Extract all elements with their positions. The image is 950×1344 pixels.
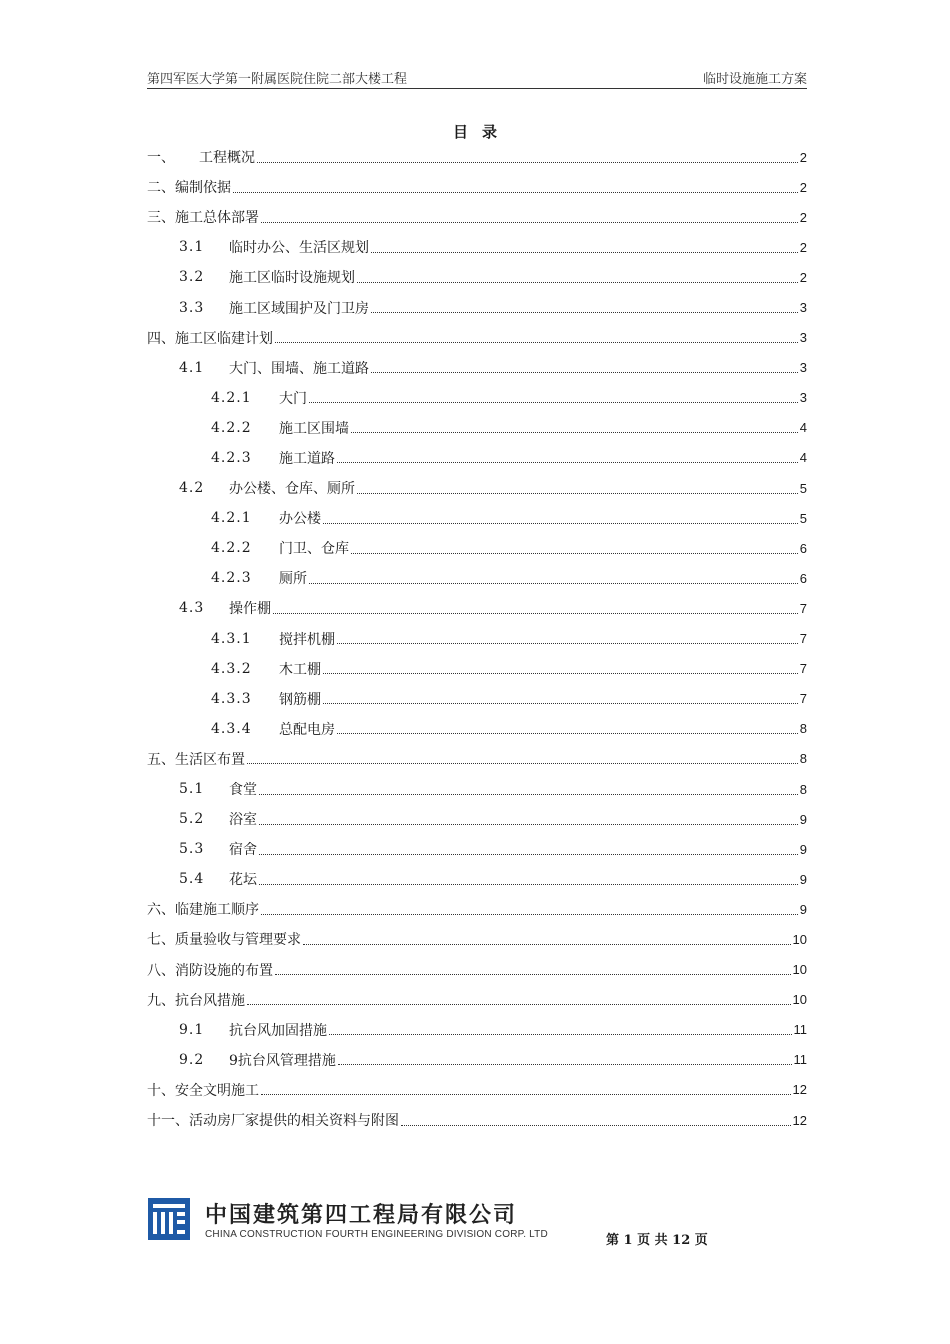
toc-entry[interactable] — [147, 624, 807, 654]
toc-entry-title: 大门 — [279, 390, 307, 407]
toc-dot-leader — [329, 1034, 792, 1035]
toc-entry-number: 5.3 — [179, 841, 205, 858]
toc-entry[interactable] — [147, 383, 807, 413]
toc-entry[interactable] — [147, 473, 807, 503]
toc-dot-leader — [323, 703, 798, 704]
toc-entry-page: 2 — [799, 239, 807, 255]
page-number: 第 1 页 共 12 页 — [606, 1233, 708, 1248]
toc-entry[interactable] — [147, 864, 807, 894]
toc-entry-title: 消防设施的布置 — [175, 962, 273, 979]
toc-entry-title: 大门、围墙、施工道路 — [229, 360, 369, 377]
toc-entry-title: 厕所 — [279, 571, 307, 588]
toc-entry-title: 搅拌机棚 — [279, 631, 335, 648]
toc-entry-number: 4.3.4 — [211, 720, 252, 737]
toc-dot-leader — [247, 763, 798, 764]
toc-dot-leader — [275, 342, 798, 343]
toc-entry-title: 9抗台风管理措施 — [229, 1052, 336, 1069]
toc-entry-number: 4.3 — [179, 600, 205, 617]
toc-entry[interactable] — [147, 232, 807, 262]
toc-entry-title: 浴室 — [229, 812, 257, 829]
toc-entry-page: 8 — [799, 721, 807, 737]
toc-entry-number: 4.2.1 — [211, 389, 252, 406]
toc-entry-number: 4.3.3 — [211, 690, 252, 707]
toc-entry-title: 宿舍 — [229, 842, 257, 859]
toc-entry-number: 3.1 — [179, 239, 205, 256]
toc-entry-number: 八、 — [147, 962, 175, 979]
toc-entry-number: 4.2.1 — [211, 510, 252, 527]
toc-dot-leader — [357, 493, 798, 494]
toc-entry-page: 3 — [799, 390, 807, 406]
toc-dot-leader — [338, 1064, 792, 1065]
toc-entry[interactable] — [147, 262, 807, 292]
toc-entry[interactable] — [147, 323, 807, 353]
toc-entry[interactable] — [147, 142, 807, 172]
toc-entry[interactable] — [147, 834, 807, 864]
toc-dot-leader — [371, 372, 798, 373]
toc-entry-title: 门卫、仓库 — [279, 541, 349, 558]
toc-entry-page: 10 — [792, 992, 807, 1008]
toc-dot-leader — [323, 523, 798, 524]
toc-entry-title: 办公楼 — [279, 511, 321, 528]
toc-entry-page: 3 — [799, 360, 807, 376]
toc-entry-title: 钢筋棚 — [279, 691, 321, 708]
toc-entry-title: 施工区域围护及门卫房 — [229, 300, 369, 317]
toc-entry-title: 食堂 — [229, 782, 257, 799]
toc-entry[interactable] — [147, 894, 807, 924]
toc-entry-number: 五、 — [147, 751, 175, 768]
toc-entry-title: 工程概况 — [199, 150, 255, 167]
toc-entry[interactable] — [147, 443, 807, 473]
toc-entry-number: 4.2.2 — [211, 540, 252, 557]
toc-entry-page: 7 — [799, 691, 807, 707]
toc-entry-page: 6 — [799, 540, 807, 556]
cscec-logo-icon — [148, 1198, 190, 1240]
toc-dot-leader — [323, 673, 798, 674]
company-name-cn: 中国建筑第四工程局有限公司 — [205, 1203, 518, 1228]
toc-dot-leader — [259, 824, 798, 825]
toc-entry-page: 9 — [799, 811, 807, 827]
toc-entry[interactable] — [147, 924, 807, 954]
toc-entry-number: 4.2 — [179, 480, 205, 497]
toc-entry-number: 十一、 — [147, 1113, 189, 1130]
toc-entry-number: 3.2 — [179, 269, 205, 286]
header-document-name: 临时设施施工方案 — [702, 72, 807, 87]
toc-dot-leader — [273, 613, 798, 614]
toc-entry[interactable] — [147, 684, 807, 714]
toc-dot-leader — [351, 432, 798, 433]
company-name-en: CHINA CONSTRUCTION FOURTH ENGINEERING DIVISION CORP. LTD — [205, 1229, 548, 1240]
toc-dot-leader — [371, 252, 798, 253]
toc-entry-page: 6 — [799, 570, 807, 586]
toc-entry-page: 9 — [799, 901, 807, 917]
toc-entry-page: 2 — [799, 209, 807, 225]
toc-dot-leader — [261, 1094, 791, 1095]
toc-entry[interactable] — [147, 744, 807, 774]
toc-entry-number: 3.3 — [179, 299, 205, 316]
toc-entry-page: 7 — [799, 600, 807, 616]
toc-entry-page: 10 — [792, 931, 807, 947]
toc-dot-leader — [303, 944, 791, 945]
toc-dot-leader — [261, 914, 798, 915]
toc-entry-number: 四、 — [147, 330, 175, 347]
toc-dot-leader — [261, 222, 798, 223]
toc-entry-title: 木工棚 — [279, 661, 321, 678]
toc-entry-title: 施工区临建计划 — [175, 330, 273, 347]
toc-entry-number: 5.4 — [179, 871, 205, 888]
toc-entry-title: 抗台风加固措施 — [229, 1022, 327, 1039]
toc-dot-leader — [275, 974, 791, 975]
toc-dot-leader — [357, 282, 798, 283]
toc-entry-page: 3 — [799, 300, 807, 316]
toc-entry[interactable] — [147, 413, 807, 443]
toc-entry-number: 4.3.2 — [211, 660, 252, 677]
toc-entry-title: 生活区布置 — [175, 751, 245, 768]
toc-entry-title: 编制依据 — [175, 180, 231, 197]
toc-entry-page: 11 — [793, 1052, 807, 1068]
toc-entry-title: 安全文明施工 — [175, 1082, 259, 1099]
table-of-contents — [147, 142, 807, 1135]
toc-entry-page: 8 — [799, 781, 807, 797]
toc-dot-leader — [247, 1004, 791, 1005]
toc-entry-page: 2 — [799, 179, 807, 195]
toc-entry-page: 7 — [799, 661, 807, 677]
toc-dot-leader — [259, 884, 798, 885]
toc-entry-page: 9 — [799, 871, 807, 887]
toc-entry-number: 三、 — [147, 210, 175, 227]
toc-entry-number: 二、 — [147, 180, 175, 197]
toc-entry-title: 施工区临时设施规划 — [229, 270, 355, 287]
toc-entry-page: 5 — [799, 480, 807, 496]
toc-entry-title: 办公楼、仓库、厕所 — [229, 481, 355, 498]
toc-entry[interactable] — [147, 202, 807, 232]
toc-entry[interactable] — [147, 172, 807, 202]
toc-entry-title: 临时办公、生活区规划 — [229, 240, 369, 257]
toc-entry-page: 3 — [799, 330, 807, 346]
toc-entry-page: 7 — [799, 631, 807, 647]
toc-dot-leader — [351, 553, 798, 554]
toc-entry-number: 5.1 — [179, 781, 205, 798]
toc-entry-number: 4.1 — [179, 359, 205, 376]
toc-entry-title: 操作棚 — [229, 601, 271, 618]
toc-dot-leader — [233, 192, 798, 193]
toc-entry-title: 抗台风措施 — [175, 992, 245, 1009]
toc-entry[interactable] — [147, 1105, 807, 1135]
toc-entry[interactable] — [147, 533, 807, 563]
toc-entry-title: 施工总体部署 — [175, 210, 259, 227]
toc-entry-number: 九、 — [147, 992, 175, 1009]
page-header — [147, 66, 807, 89]
toc-entry[interactable] — [147, 774, 807, 804]
toc-entry-title: 总配电房 — [279, 721, 335, 738]
toc-entry-page: 2 — [799, 269, 807, 285]
toc-entry-title: 质量验收与管理要求 — [175, 932, 301, 949]
toc-entry-title: 施工区围墙 — [279, 420, 349, 437]
toc-entry-number: 4.2.3 — [211, 449, 252, 466]
toc-entry-title: 花坛 — [229, 872, 257, 889]
toc-entry-number: 七、 — [147, 932, 175, 949]
toc-dot-leader — [309, 583, 798, 584]
toc-entry-page: 11 — [793, 1022, 807, 1038]
toc-entry-page: 10 — [792, 962, 807, 978]
toc-entry[interactable] — [147, 353, 807, 383]
header-project-name: 第四军医大学第一附属医院住院二部大楼工程 — [147, 72, 408, 87]
toc-entry-page: 8 — [799, 751, 807, 767]
toc-dot-leader — [337, 733, 798, 734]
toc-entry-number: 9.2 — [179, 1051, 205, 1068]
toc-entry[interactable] — [147, 714, 807, 744]
toc-entry-number: 4.3.1 — [211, 630, 252, 647]
toc-dot-leader — [371, 312, 798, 313]
toc-entry-page: 12 — [792, 1112, 807, 1128]
toc-dot-leader — [309, 402, 798, 403]
toc-entry[interactable] — [147, 985, 807, 1015]
toc-dot-leader — [257, 162, 798, 163]
toc-entry-page: 2 — [799, 149, 807, 165]
toc-entry[interactable] — [147, 1045, 807, 1075]
toc-dot-leader — [337, 462, 798, 463]
toc-entry-number: 一、 — [147, 150, 175, 167]
toc-entry[interactable] — [147, 503, 807, 533]
toc-dot-leader — [259, 794, 798, 795]
toc-entry-number: 9.1 — [179, 1021, 205, 1038]
toc-entry-number: 六、 — [147, 902, 175, 919]
toc-entry-title: 施工道路 — [279, 450, 335, 467]
toc-entry[interactable] — [147, 292, 807, 322]
toc-entry[interactable] — [147, 955, 807, 985]
toc-entry-title: 活动房厂家提供的相关资料与附图 — [189, 1113, 399, 1130]
toc-entry[interactable] — [147, 654, 807, 684]
toc-entry[interactable] — [147, 593, 807, 623]
toc-entry[interactable] — [147, 1015, 807, 1045]
toc-entry-number: 5.2 — [179, 811, 205, 828]
toc-dot-leader — [337, 643, 798, 644]
toc-entry-page: 12 — [792, 1082, 807, 1098]
toc-entry[interactable] — [147, 1075, 807, 1105]
toc-entry[interactable] — [147, 804, 807, 834]
toc-entry[interactable] — [147, 563, 807, 593]
toc-dot-leader — [401, 1125, 791, 1126]
toc-entry-page: 4 — [799, 420, 807, 436]
toc-entry-number: 4.2.2 — [211, 419, 252, 436]
toc-entry-number: 十、 — [147, 1082, 175, 1099]
toc-entry-page: 4 — [799, 450, 807, 466]
toc-entry-page: 9 — [799, 841, 807, 857]
toc-entry-page: 5 — [799, 510, 807, 526]
toc-entry-number: 4.2.3 — [211, 570, 252, 587]
toc-dot-leader — [259, 854, 798, 855]
toc-entry-title: 临建施工顺序 — [175, 902, 259, 919]
toc-title: 目录 — [452, 123, 511, 141]
